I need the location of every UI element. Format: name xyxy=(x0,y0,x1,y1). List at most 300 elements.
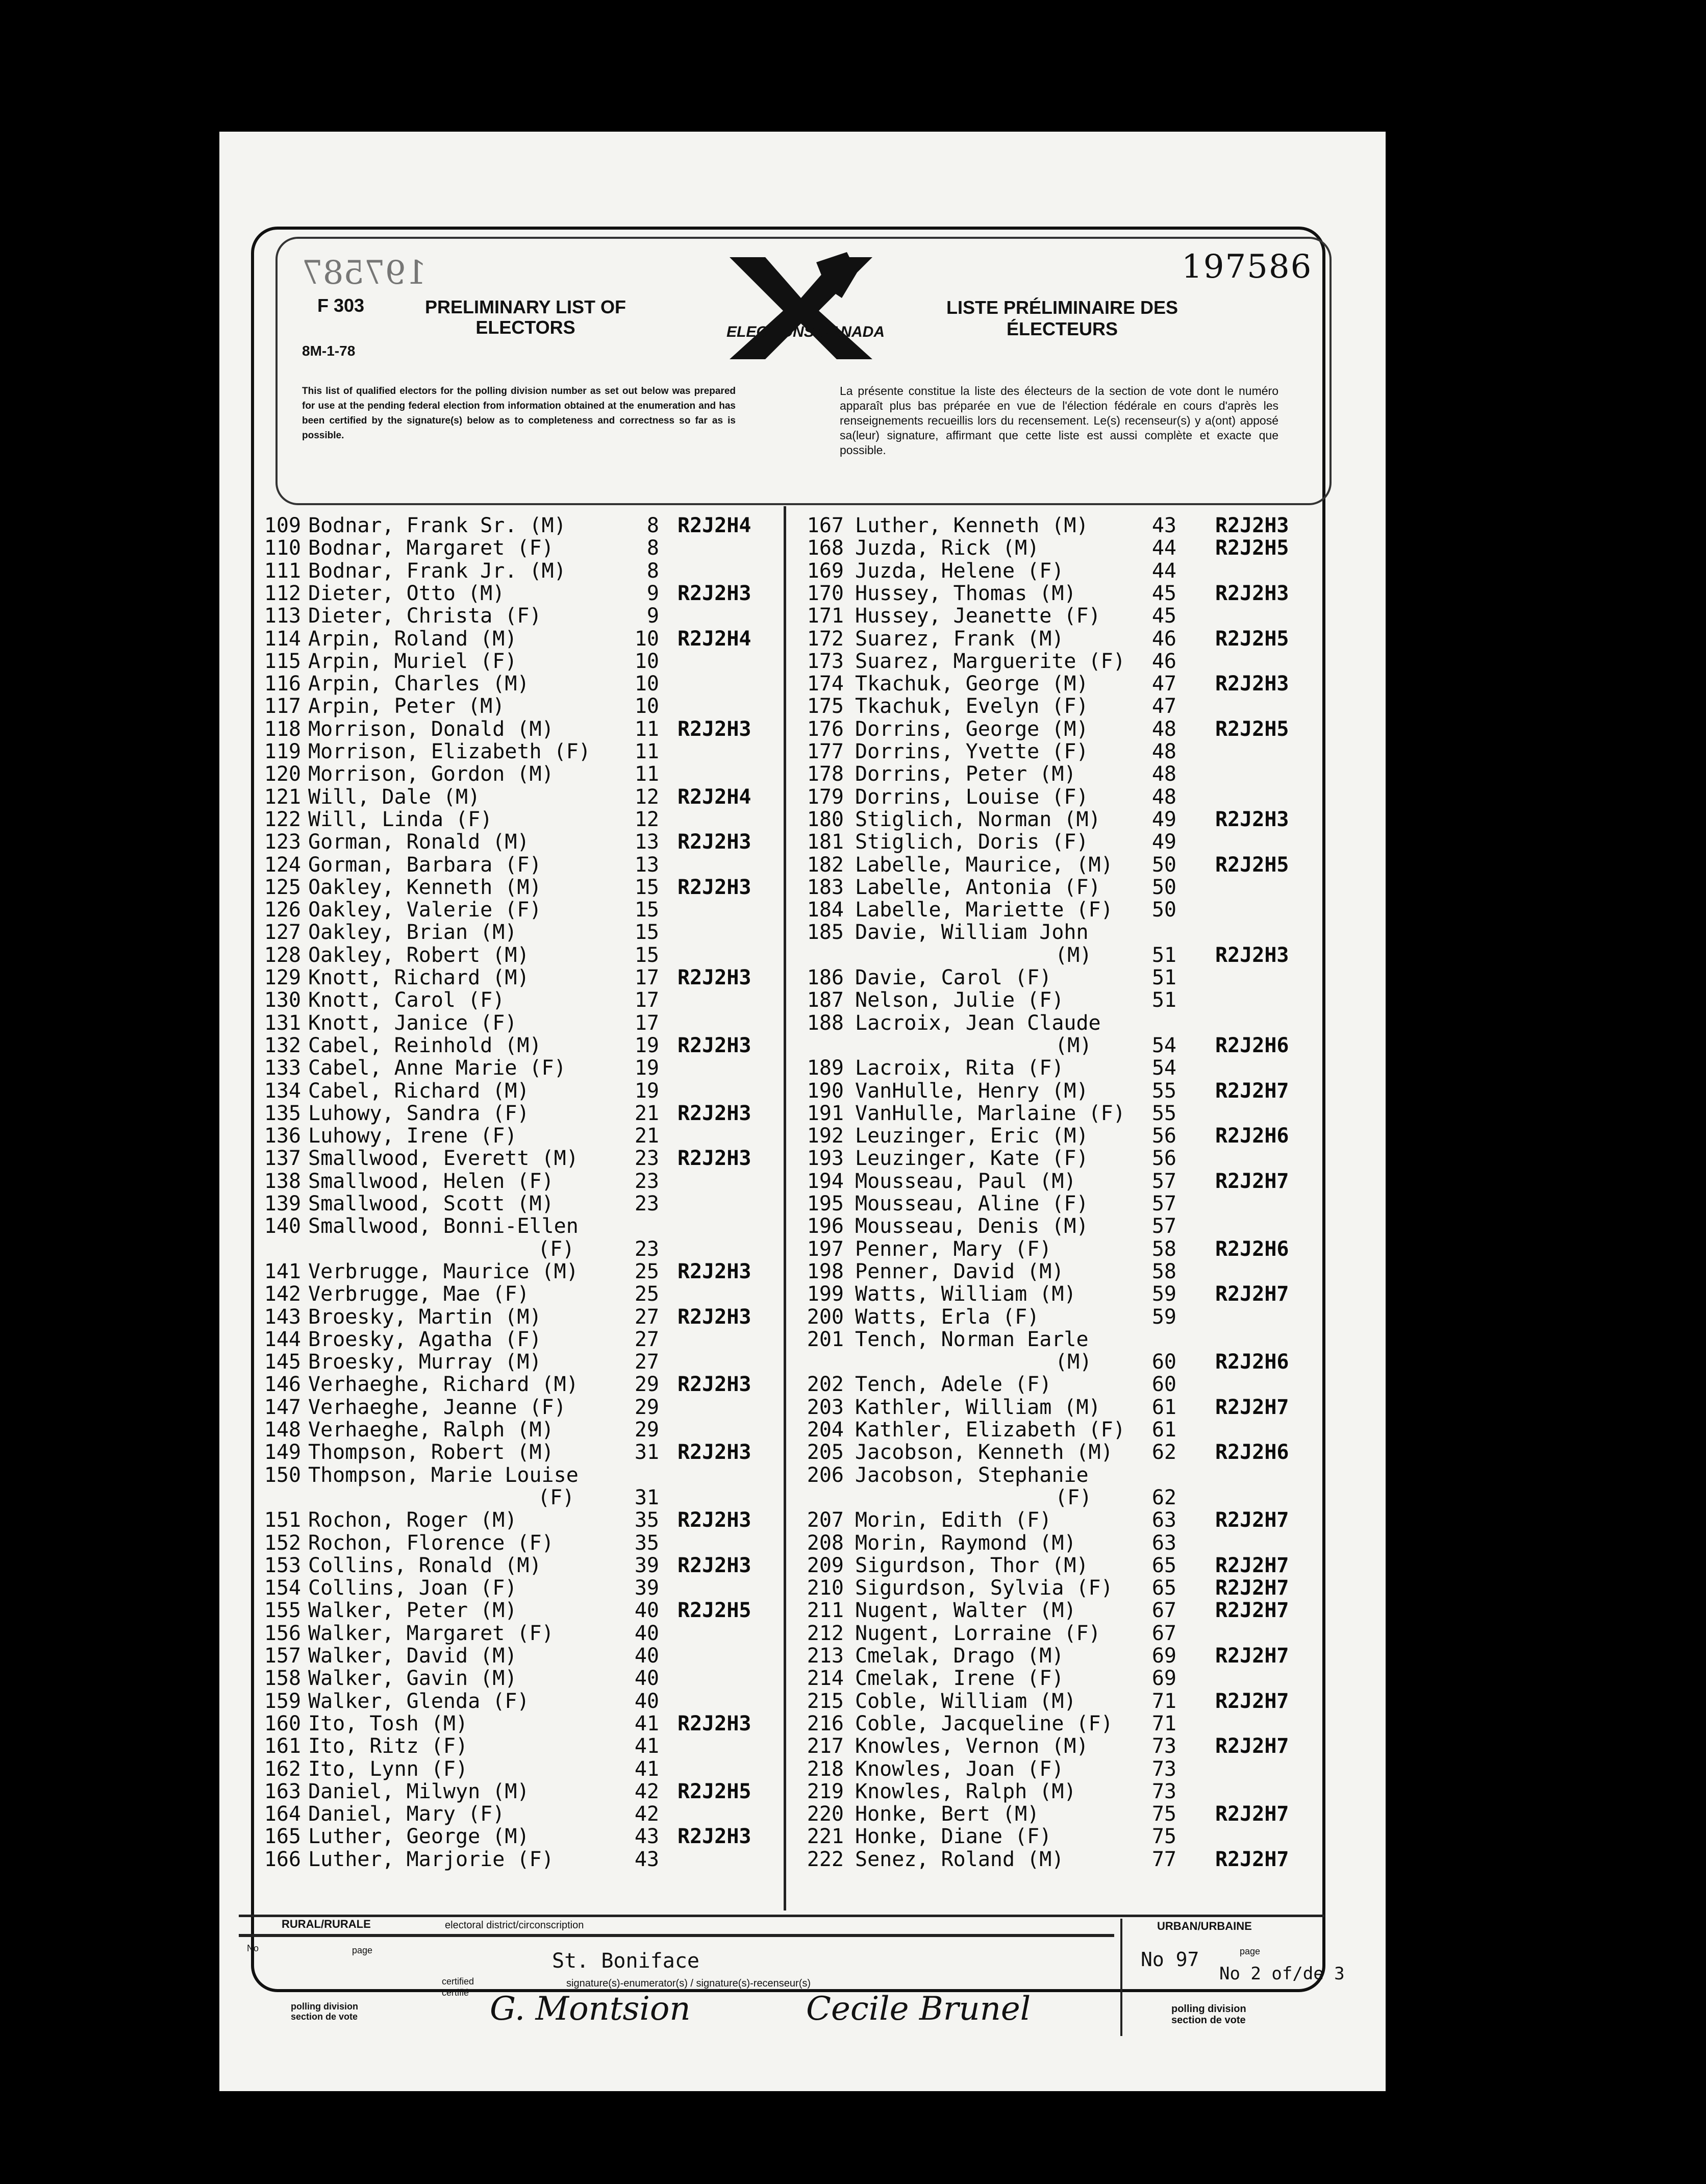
elector-address-number: 73 xyxy=(1151,1757,1176,1781)
elector-row xyxy=(252,1577,780,1599)
elector-address-number: 35 xyxy=(634,1531,659,1555)
elector-number: 154 xyxy=(264,1576,301,1600)
elector-address-number: 75 xyxy=(1151,1802,1176,1826)
elector-number: 222 xyxy=(807,1847,844,1871)
elector-number: 209 xyxy=(807,1553,844,1577)
postal-code: R2J2H7 xyxy=(1215,1553,1289,1577)
postal-code: R2J2H3 xyxy=(678,1033,751,1057)
elector-number: 160 xyxy=(264,1711,301,1735)
elector-number: 187 xyxy=(807,988,844,1012)
elector-number: 202 xyxy=(807,1373,844,1397)
elector-address-number: 65 xyxy=(1151,1553,1176,1577)
elector-number: 157 xyxy=(264,1644,301,1668)
elector-name: Sigurdson, Sylvia (F) xyxy=(855,1576,1113,1600)
elector-row xyxy=(790,1441,1325,1463)
elector-number: 212 xyxy=(807,1621,844,1645)
elector-address-number: 49 xyxy=(1151,807,1176,831)
elector-name: Sigurdson, Thor (M) xyxy=(855,1553,1089,1577)
elector-name: Nelson, Julie (F) xyxy=(855,988,1064,1012)
page-label-right: page xyxy=(1240,1946,1261,1956)
elector-number: 175 xyxy=(807,694,844,718)
elector-name: Morrison, Donald (M) xyxy=(308,717,554,741)
elector-row xyxy=(252,1690,780,1713)
elector-number: 173 xyxy=(807,649,844,673)
elector-address-number: 67 xyxy=(1151,1599,1176,1623)
elector-row xyxy=(252,1486,780,1509)
elector-number: 133 xyxy=(264,1056,301,1080)
postal-code: R2J2H3 xyxy=(678,1825,751,1849)
elector-name: Dieter, Christa (F) xyxy=(308,604,542,628)
elector-name: (F) xyxy=(538,1237,575,1261)
postal-code: R2J2H7 xyxy=(1215,1282,1289,1306)
elector-number: 174 xyxy=(807,672,844,696)
elector-number: 153 xyxy=(264,1553,301,1577)
elector-name: Verbrugge, Maurice (M) xyxy=(308,1259,579,1283)
elector-name: Collins, Joan (F) xyxy=(308,1576,517,1600)
elector-address-number: 59 xyxy=(1151,1282,1176,1306)
elector-name: (M) xyxy=(1055,1033,1092,1057)
postal-code: R2J2H5 xyxy=(1215,717,1289,741)
elector-number: 165 xyxy=(264,1825,301,1849)
elector-row xyxy=(252,673,780,695)
postal-code: R2J2H6 xyxy=(1215,1350,1289,1374)
serial-number: 197586 xyxy=(1182,248,1313,286)
elector-number: 163 xyxy=(264,1779,301,1803)
postal-code: R2J2H4 xyxy=(678,627,751,651)
elector-address-number: 40 xyxy=(634,1667,659,1691)
elector-row xyxy=(790,1509,1325,1531)
elector-row xyxy=(790,1690,1325,1713)
postal-code: R2J2H5 xyxy=(678,1599,751,1623)
elector-row xyxy=(252,1373,780,1396)
elector-address-number: 61 xyxy=(1151,1418,1176,1442)
elector-number: 161 xyxy=(264,1734,301,1758)
elector-row xyxy=(790,1735,1325,1757)
elector-row xyxy=(252,560,780,582)
elector-name: Tench, Adele (F) xyxy=(855,1373,1052,1397)
elector-number: 149 xyxy=(264,1441,301,1465)
elector-number: 207 xyxy=(807,1508,844,1532)
elector-address-number: 55 xyxy=(1151,1101,1176,1125)
elector-number: 130 xyxy=(264,988,301,1012)
elector-number: 178 xyxy=(807,762,844,786)
elector-number: 189 xyxy=(807,1056,844,1080)
elector-number: 114 xyxy=(264,627,301,651)
elector-address-number: 61 xyxy=(1151,1395,1176,1419)
elector-name: Broesky, Murray (M) xyxy=(308,1350,542,1374)
serial-bleedthrough: 197587 xyxy=(302,254,427,292)
elector-name: Walker, Margaret (F) xyxy=(308,1621,554,1645)
rural-label: RURAL/RURALE xyxy=(282,1918,371,1930)
postal-code: R2J2H7 xyxy=(1215,1599,1289,1623)
form-number: F 303 xyxy=(317,295,365,316)
elector-address-number: 47 xyxy=(1151,694,1176,718)
elector-number: 120 xyxy=(264,762,301,786)
form-footer xyxy=(239,1915,1324,2040)
elector-name: Dorrins, Louise (F) xyxy=(855,785,1089,809)
elector-address-number: 15 xyxy=(634,943,659,967)
elector-address-number: 41 xyxy=(634,1734,659,1758)
elector-address-number: 69 xyxy=(1151,1667,1176,1691)
elector-row xyxy=(790,1012,1325,1034)
elector-address-number: 41 xyxy=(634,1711,659,1735)
elector-address-number: 69 xyxy=(1151,1644,1176,1668)
elector-number: 204 xyxy=(807,1418,844,1442)
elector-address-number: 15 xyxy=(634,898,659,922)
elector-number: 185 xyxy=(807,921,844,945)
elector-row xyxy=(790,1758,1325,1780)
elector-number: 221 xyxy=(807,1825,844,1849)
elector-row xyxy=(252,1667,780,1690)
postal-code: R2J2H7 xyxy=(1215,1802,1289,1826)
elector-address-number: 50 xyxy=(1151,853,1176,877)
postal-code: R2J2H7 xyxy=(1215,1079,1289,1103)
title-french: LISTE PRÉLIMINAIRE DES ÉLECTEURS xyxy=(946,297,1178,339)
elector-name: Bodnar, Frank Jr. (M) xyxy=(308,559,566,583)
elector-address-number: 10 xyxy=(634,649,659,673)
elector-number: 167 xyxy=(807,514,844,537)
postal-code: R2J2H7 xyxy=(1215,1847,1289,1871)
elector-name: Mousseau, Denis (M) xyxy=(855,1214,1089,1238)
elector-row xyxy=(252,695,780,717)
elector-number: 183 xyxy=(807,875,844,899)
postal-code: R2J2H3 xyxy=(678,966,751,989)
elector-row xyxy=(252,1441,780,1463)
elector-number: 137 xyxy=(264,1147,301,1171)
elector-number: 218 xyxy=(807,1757,844,1781)
elector-name: Hussey, Jeanette (F) xyxy=(855,604,1101,628)
elector-number: 169 xyxy=(807,559,844,583)
elector-row xyxy=(790,1102,1325,1125)
elector-address-number: 27 xyxy=(634,1327,659,1351)
elector-address-number: 8 xyxy=(646,514,659,537)
postal-code: R2J2H3 xyxy=(1215,581,1289,605)
postal-code: R2J2H7 xyxy=(1215,1644,1289,1668)
elector-number: 191 xyxy=(807,1101,844,1125)
postal-code: R2J2H3 xyxy=(1215,807,1289,831)
elector-name: Collins, Ronald (M) xyxy=(308,1553,542,1577)
elector-number: 171 xyxy=(807,604,844,628)
elector-number: 208 xyxy=(807,1531,844,1555)
elector-name: Stiglich, Doris (F) xyxy=(855,830,1089,854)
elector-number: 115 xyxy=(264,649,301,673)
elector-name: Cmelak, Drago (M) xyxy=(855,1644,1064,1668)
elector-address-number: 58 xyxy=(1151,1237,1176,1261)
elector-number: 179 xyxy=(807,785,844,809)
elector-row xyxy=(252,921,780,944)
postal-code: R2J2H5 xyxy=(1215,853,1289,877)
elector-name: Labelle, Mariette (F) xyxy=(855,898,1113,922)
elector-number: 181 xyxy=(807,830,844,854)
elector-name: Tench, Norman Earle xyxy=(855,1327,1089,1351)
elector-name: Davie, William John xyxy=(855,921,1089,945)
elector-number: 170 xyxy=(807,581,844,605)
elector-address-number: 65 xyxy=(1151,1576,1176,1600)
elector-number: 145 xyxy=(264,1350,301,1374)
elector-address-number: 51 xyxy=(1151,988,1176,1012)
elector-number: 159 xyxy=(264,1689,301,1713)
elector-address-number: 19 xyxy=(634,1056,659,1080)
elector-row xyxy=(790,1803,1325,1825)
elector-address-number: 27 xyxy=(634,1350,659,1374)
postal-code: R2J2H7 xyxy=(1215,1734,1289,1758)
elector-name: Davie, Carol (F) xyxy=(855,966,1052,989)
elector-address-number: 50 xyxy=(1151,875,1176,899)
elector-address-number: 10 xyxy=(634,672,659,696)
elector-row xyxy=(790,966,1325,989)
elector-row xyxy=(252,1396,780,1419)
elector-address-number: 55 xyxy=(1151,1079,1176,1103)
elector-row xyxy=(790,1260,1325,1283)
postal-code: R2J2H3 xyxy=(678,1373,751,1397)
elector-name: Luther, Kenneth (M) xyxy=(855,514,1089,537)
elector-address-number: 48 xyxy=(1151,785,1176,809)
elector-row xyxy=(252,1713,780,1735)
elector-row xyxy=(252,1328,780,1351)
elector-row xyxy=(790,1486,1325,1509)
elector-number: 182 xyxy=(807,853,844,877)
elector-number: 192 xyxy=(807,1124,844,1148)
elector-address-number: 25 xyxy=(634,1259,659,1283)
postal-code: R2J2H6 xyxy=(1215,1033,1289,1057)
elector-name: Ito, Tosh (M) xyxy=(308,1711,468,1735)
elector-address-number: 47 xyxy=(1151,672,1176,696)
elector-row xyxy=(790,921,1325,944)
elector-number: 188 xyxy=(807,1011,844,1035)
elector-row xyxy=(790,1373,1325,1396)
elector-name: Walker, Glenda (F) xyxy=(308,1689,530,1713)
elector-name: Arpin, Charles (M) xyxy=(308,672,530,696)
elector-number: 113 xyxy=(264,604,301,628)
elector-row xyxy=(252,1147,780,1170)
elector-name: Knowles, Vernon (M) xyxy=(855,1734,1089,1758)
elector-name: Dieter, Otto (M) xyxy=(308,581,505,605)
form-date: 8M-1-78 xyxy=(302,343,356,359)
elector-name: Gorman, Ronald (M) xyxy=(308,830,530,854)
elector-number: 210 xyxy=(807,1576,844,1600)
elector-name: Smallwood, Everett (M) xyxy=(308,1147,579,1171)
elector-address-number: 71 xyxy=(1151,1689,1176,1713)
elector-row xyxy=(252,1057,780,1079)
certified-label: certified certifié xyxy=(442,1976,474,1998)
no-label: No xyxy=(247,1943,259,1953)
elector-row xyxy=(790,673,1325,695)
footer-rule-vertical xyxy=(1120,1919,1122,2036)
elector-name: Hussey, Thomas (M) xyxy=(855,581,1076,605)
elector-row xyxy=(252,1034,780,1057)
elector-row xyxy=(252,876,780,899)
elector-name: Leuzinger, Kate (F) xyxy=(855,1147,1089,1171)
elector-number: 139 xyxy=(264,1192,301,1215)
elector-address-number: 40 xyxy=(634,1689,659,1713)
elector-row xyxy=(252,966,780,989)
postal-code: R2J2H7 xyxy=(1215,1689,1289,1713)
elector-address-number: 58 xyxy=(1151,1259,1176,1283)
elector-name: Bodnar, Frank Sr. (M) xyxy=(308,514,566,537)
elector-number: 136 xyxy=(264,1124,301,1148)
elector-name: Leuzinger, Eric (M) xyxy=(855,1124,1089,1148)
elector-number: 132 xyxy=(264,1033,301,1057)
postal-code: R2J2H6 xyxy=(1215,1237,1289,1261)
elector-number: 124 xyxy=(264,853,301,877)
elector-row xyxy=(252,537,780,559)
elector-name: Knott, Janice (F) xyxy=(308,1011,517,1035)
elector-name: Walker, Peter (M) xyxy=(308,1599,517,1623)
elector-row xyxy=(252,1102,780,1125)
elector-row xyxy=(790,1147,1325,1170)
elector-row xyxy=(790,1645,1325,1667)
elector-name: (F) xyxy=(538,1485,575,1509)
elector-row xyxy=(252,854,780,876)
elector-address-number: 10 xyxy=(634,694,659,718)
elector-address-number: 51 xyxy=(1151,943,1176,967)
elector-address-number: 31 xyxy=(634,1485,659,1509)
elector-name: Walker, Gavin (M) xyxy=(308,1667,517,1691)
elector-address-number: 57 xyxy=(1151,1192,1176,1215)
elector-name: Mousseau, Paul (M) xyxy=(855,1169,1076,1193)
postal-code: R2J2H3 xyxy=(1215,943,1289,967)
elector-name: Daniel, Milwyn (M) xyxy=(308,1779,530,1803)
elector-address-number: 46 xyxy=(1151,627,1176,651)
elector-address-number: 23 xyxy=(634,1192,659,1215)
column-divider xyxy=(784,506,786,1910)
elector-row xyxy=(252,1735,780,1757)
elector-address-number: 17 xyxy=(634,966,659,989)
elector-address-number: 11 xyxy=(634,762,659,786)
elector-address-number: 19 xyxy=(634,1079,659,1103)
elector-number: 206 xyxy=(807,1463,844,1487)
elector-row xyxy=(252,718,780,740)
elector-name: Juzda, Rick (M) xyxy=(855,536,1040,560)
elector-row xyxy=(252,1848,780,1871)
elector-name: Morin, Edith (F) xyxy=(855,1508,1052,1532)
elector-name: Morrison, Gordon (M) xyxy=(308,762,554,786)
elector-name: Rochon, Roger (M) xyxy=(308,1508,517,1532)
elector-name: Bodnar, Margaret (F) xyxy=(308,536,554,560)
elector-number: 134 xyxy=(264,1079,301,1103)
elector-address-number: 35 xyxy=(634,1508,659,1532)
elector-address-number: 42 xyxy=(634,1802,659,1826)
elector-row xyxy=(790,1554,1325,1577)
elector-name: Walker, David (M) xyxy=(308,1644,517,1668)
postal-code: R2J2H5 xyxy=(678,1779,751,1803)
elector-name: Smallwood, Bonni-Ellen xyxy=(308,1214,579,1238)
elector-row xyxy=(790,695,1325,717)
elector-name: Coble, Jacqueline (F) xyxy=(855,1711,1113,1735)
elector-name: Arpin, Roland (M) xyxy=(308,627,517,651)
electoral-district: St. Boniface xyxy=(552,1949,699,1973)
elector-address-number: 57 xyxy=(1151,1214,1176,1238)
intro-english: This list of qualified electors for the polling division number as set out below was prepared for use at the pending federal election from information obtained at the enumeration and has been certified by the signature(s) below as to completeness and correctness so far as is possible. xyxy=(302,386,736,441)
elector-name: Morin, Raymond (M) xyxy=(855,1531,1076,1555)
elector-name: Dorrins, George (M) xyxy=(855,717,1089,741)
urban-label: URBAN/URBAINE xyxy=(1157,1920,1252,1932)
elector-name: Oakley, Valerie (F) xyxy=(308,898,542,922)
polling-division-label-right: polling division section de vote xyxy=(1171,2003,1246,2026)
elector-name: Arpin, Muriel (F) xyxy=(308,649,517,673)
elector-name: Smallwood, Scott (M) xyxy=(308,1192,554,1215)
elector-row xyxy=(790,763,1325,785)
elector-row xyxy=(252,1260,780,1283)
elector-number: 138 xyxy=(264,1169,301,1193)
title-english: PRELIMINARY LIST OF ELECTORS xyxy=(424,296,626,338)
postal-code: R2J2H3 xyxy=(678,717,751,741)
elector-number: 214 xyxy=(807,1667,844,1691)
elector-address-number: 73 xyxy=(1151,1734,1176,1758)
elector-row xyxy=(252,1554,780,1577)
elector-name: Honke, Diane (F) xyxy=(855,1825,1052,1849)
elector-row xyxy=(790,1464,1325,1486)
elector-name: Ito, Lynn (F) xyxy=(308,1757,468,1781)
elector-name: Oakley, Robert (M) xyxy=(308,943,530,967)
elector-number: 140 xyxy=(264,1214,301,1238)
elector-address-number: 8 xyxy=(646,536,659,560)
elector-row xyxy=(790,582,1325,605)
postal-code: R2J2H7 xyxy=(1215,1395,1289,1419)
elector-name: Labelle, Maurice, (M) xyxy=(855,853,1113,877)
elector-name: Kathler, Elizabeth (F) xyxy=(855,1418,1125,1442)
polling-division-number: No 97 xyxy=(1141,1948,1199,1971)
elector-row xyxy=(252,808,780,831)
elector-address-number: 23 xyxy=(634,1147,659,1171)
elector-row xyxy=(790,944,1325,966)
elector-number: 220 xyxy=(807,1802,844,1826)
elector-name: VanHulle, Henry (M) xyxy=(855,1079,1089,1103)
elector-row xyxy=(790,1080,1325,1102)
elector-address-number: 44 xyxy=(1151,536,1176,560)
elector-row xyxy=(252,1170,780,1193)
elector-number: 127 xyxy=(264,921,301,945)
elector-address-number: 56 xyxy=(1151,1124,1176,1148)
elector-name: Nugent, Lorraine (F) xyxy=(855,1621,1101,1645)
elector-row xyxy=(790,1622,1325,1645)
elector-name: Labelle, Antonia (F) xyxy=(855,875,1101,899)
elector-address-number: 15 xyxy=(634,921,659,945)
postal-code: R2J2H3 xyxy=(678,1305,751,1329)
elector-row xyxy=(790,1328,1325,1351)
elector-number: 176 xyxy=(807,717,844,741)
elector-name: Cabel, Anne Marie (F) xyxy=(308,1056,566,1080)
elector-number: 190 xyxy=(807,1079,844,1103)
elector-row xyxy=(252,1080,780,1102)
elector-number: 219 xyxy=(807,1779,844,1803)
elector-row xyxy=(790,1396,1325,1419)
elector-row xyxy=(252,1419,780,1441)
elector-row xyxy=(252,1238,780,1260)
elector-row xyxy=(790,1238,1325,1260)
elector-number: 172 xyxy=(807,627,844,651)
elector-row xyxy=(790,1780,1325,1803)
elector-name: Ito, Ritz (F) xyxy=(308,1734,468,1758)
signature-label: signature(s)-enumerator(s) / signature(s)-recenseur(s) xyxy=(566,1978,811,1989)
elector-name: Morrison, Elizabeth (F) xyxy=(308,740,591,763)
elector-number: 126 xyxy=(264,898,301,922)
elector-address-number: 40 xyxy=(634,1599,659,1623)
elector-row xyxy=(252,1012,780,1034)
elector-address-number: 40 xyxy=(634,1644,659,1668)
postal-code: R2J2H6 xyxy=(1215,1124,1289,1148)
elector-number: 148 xyxy=(264,1418,301,1442)
elector-address-number: 29 xyxy=(634,1373,659,1397)
elector-row xyxy=(790,1283,1325,1305)
elector-name: Lacroix, Jean Claude xyxy=(855,1011,1101,1035)
postal-code: R2J2H3 xyxy=(678,1508,751,1532)
elector-name: Arpin, Peter (M) xyxy=(308,694,505,718)
elector-row xyxy=(252,1125,780,1147)
elector-name: Juzda, Helene (F) xyxy=(855,559,1064,583)
postal-code: R2J2H3 xyxy=(678,1711,751,1735)
enumerator-signature-2: Cecile Brunel xyxy=(806,1990,1031,2028)
